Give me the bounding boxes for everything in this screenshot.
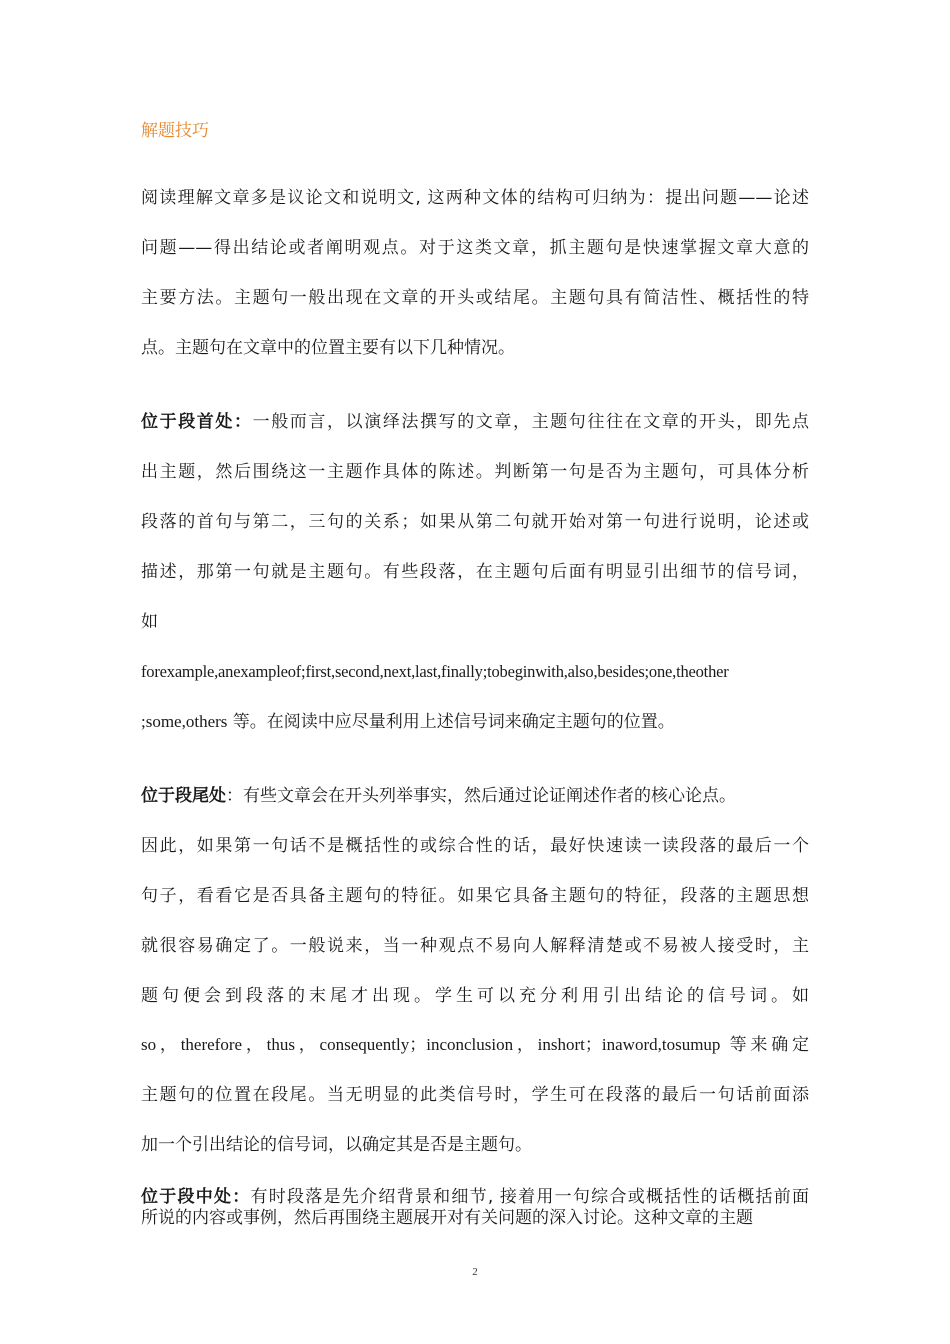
section1-signal-words: forexample,anexampleof;first,second,next,last,finally;tobeginwith,also,besides;one,theother [141, 662, 729, 681]
section2-line-6 [141, 1034, 809, 1056]
section1-line-2: 出主题，然后围绕这一主题作具体的陈述。判断第一句是否为主题句，可具体分析 [141, 462, 809, 482]
section1-line-5: 如 [141, 612, 158, 632]
section2-signal-words: so，therefore，thus，consequently；inconclusion，inshort；inaword,tosumup [141, 1035, 721, 1054]
section2-text-1: ：有些文章会在开头列举事实，然后通过论证阐述作者的核心论点。 [226, 786, 736, 806]
intro-line-3: 主要方法。主题句一般出现在文章的开头或结尾。主题句具有简洁性、概括性的特 [141, 288, 809, 308]
section1-label: 位于段首处： [141, 412, 253, 432]
section1-text-7: 等。在阅读中应尽量利用上述信号词来确定主题句的位置。 [227, 712, 675, 732]
section3-line-2: 所说的内容或事例，然后再围绕主题展开对有关问题的深入讨论。这种文章的主题 [141, 1208, 753, 1228]
intro-line-2: 问题——得出结论或者阐明观点。对于这类文章，抓主题句是快速掌握文章大意的 [141, 238, 809, 258]
section1-line-7 [141, 711, 809, 733]
section2-line-7: 主题句的位置在段尾。当无明显的此类信号时，学生可在段落的最后一句话前面添 [141, 1085, 809, 1105]
section2-line-5: 题句便会到段落的末尾才出现。学生可以充分利用引出结论的信号词。如 [141, 986, 809, 1006]
section1-line-1 [141, 411, 809, 433]
section2-label: 位于段尾处 [141, 786, 226, 806]
section2-line-4: 就很容易确定了。一般说来，当一种观点不易向人解释清楚或不易被人接受时，主 [141, 936, 809, 956]
section1-text-1: 一般而言，以演绎法撰写的文章，主题句往往在文章的开头，即先点 [252, 412, 810, 432]
section-heading: 解题技巧 [141, 121, 209, 141]
section2-line-8: 加一个引出结论的信号词，以确定其是否是主题句。 [141, 1135, 532, 1155]
page-number: 2 [472, 1266, 478, 1278]
section2-text-6: 等来确定 [720, 1035, 809, 1055]
section3-text-1: 有时段落是先介绍背景和细节, 接着用一句综合或概括性的话概括前面 [250, 1187, 809, 1207]
section1-line-4: 描述，那第一句就是主题句。有些段落，在主题句后面有明显引出细节的信号词， [141, 562, 809, 582]
section2-line-3: 句子，看看它是否具备主题句的特征。如果它具备主题句的特征，段落的主题思想 [141, 886, 809, 906]
section1-line-3: 段落的首句与第二，三句的关系；如果从第二句就开始对第一句进行说明，论述或 [141, 512, 809, 532]
section2-line-1 [141, 785, 809, 807]
section2-line-2: 因此，如果第一句话不是概括性的或综合性的话，最好快速读一读段落的最后一个 [141, 836, 809, 856]
section3-label: 位于段中处： [141, 1187, 251, 1207]
intro-line-4: 点。主题句在文章中的位置主要有以下几种情况。 [141, 338, 515, 358]
section3-line-1 [141, 1186, 809, 1208]
section1-signal-words-end: ;some,others [141, 712, 228, 731]
intro-line-1: 阅读理解文章多是议论文和说明文, 这两种文体的结构可归纳为：提出问题——论述 [141, 188, 809, 208]
